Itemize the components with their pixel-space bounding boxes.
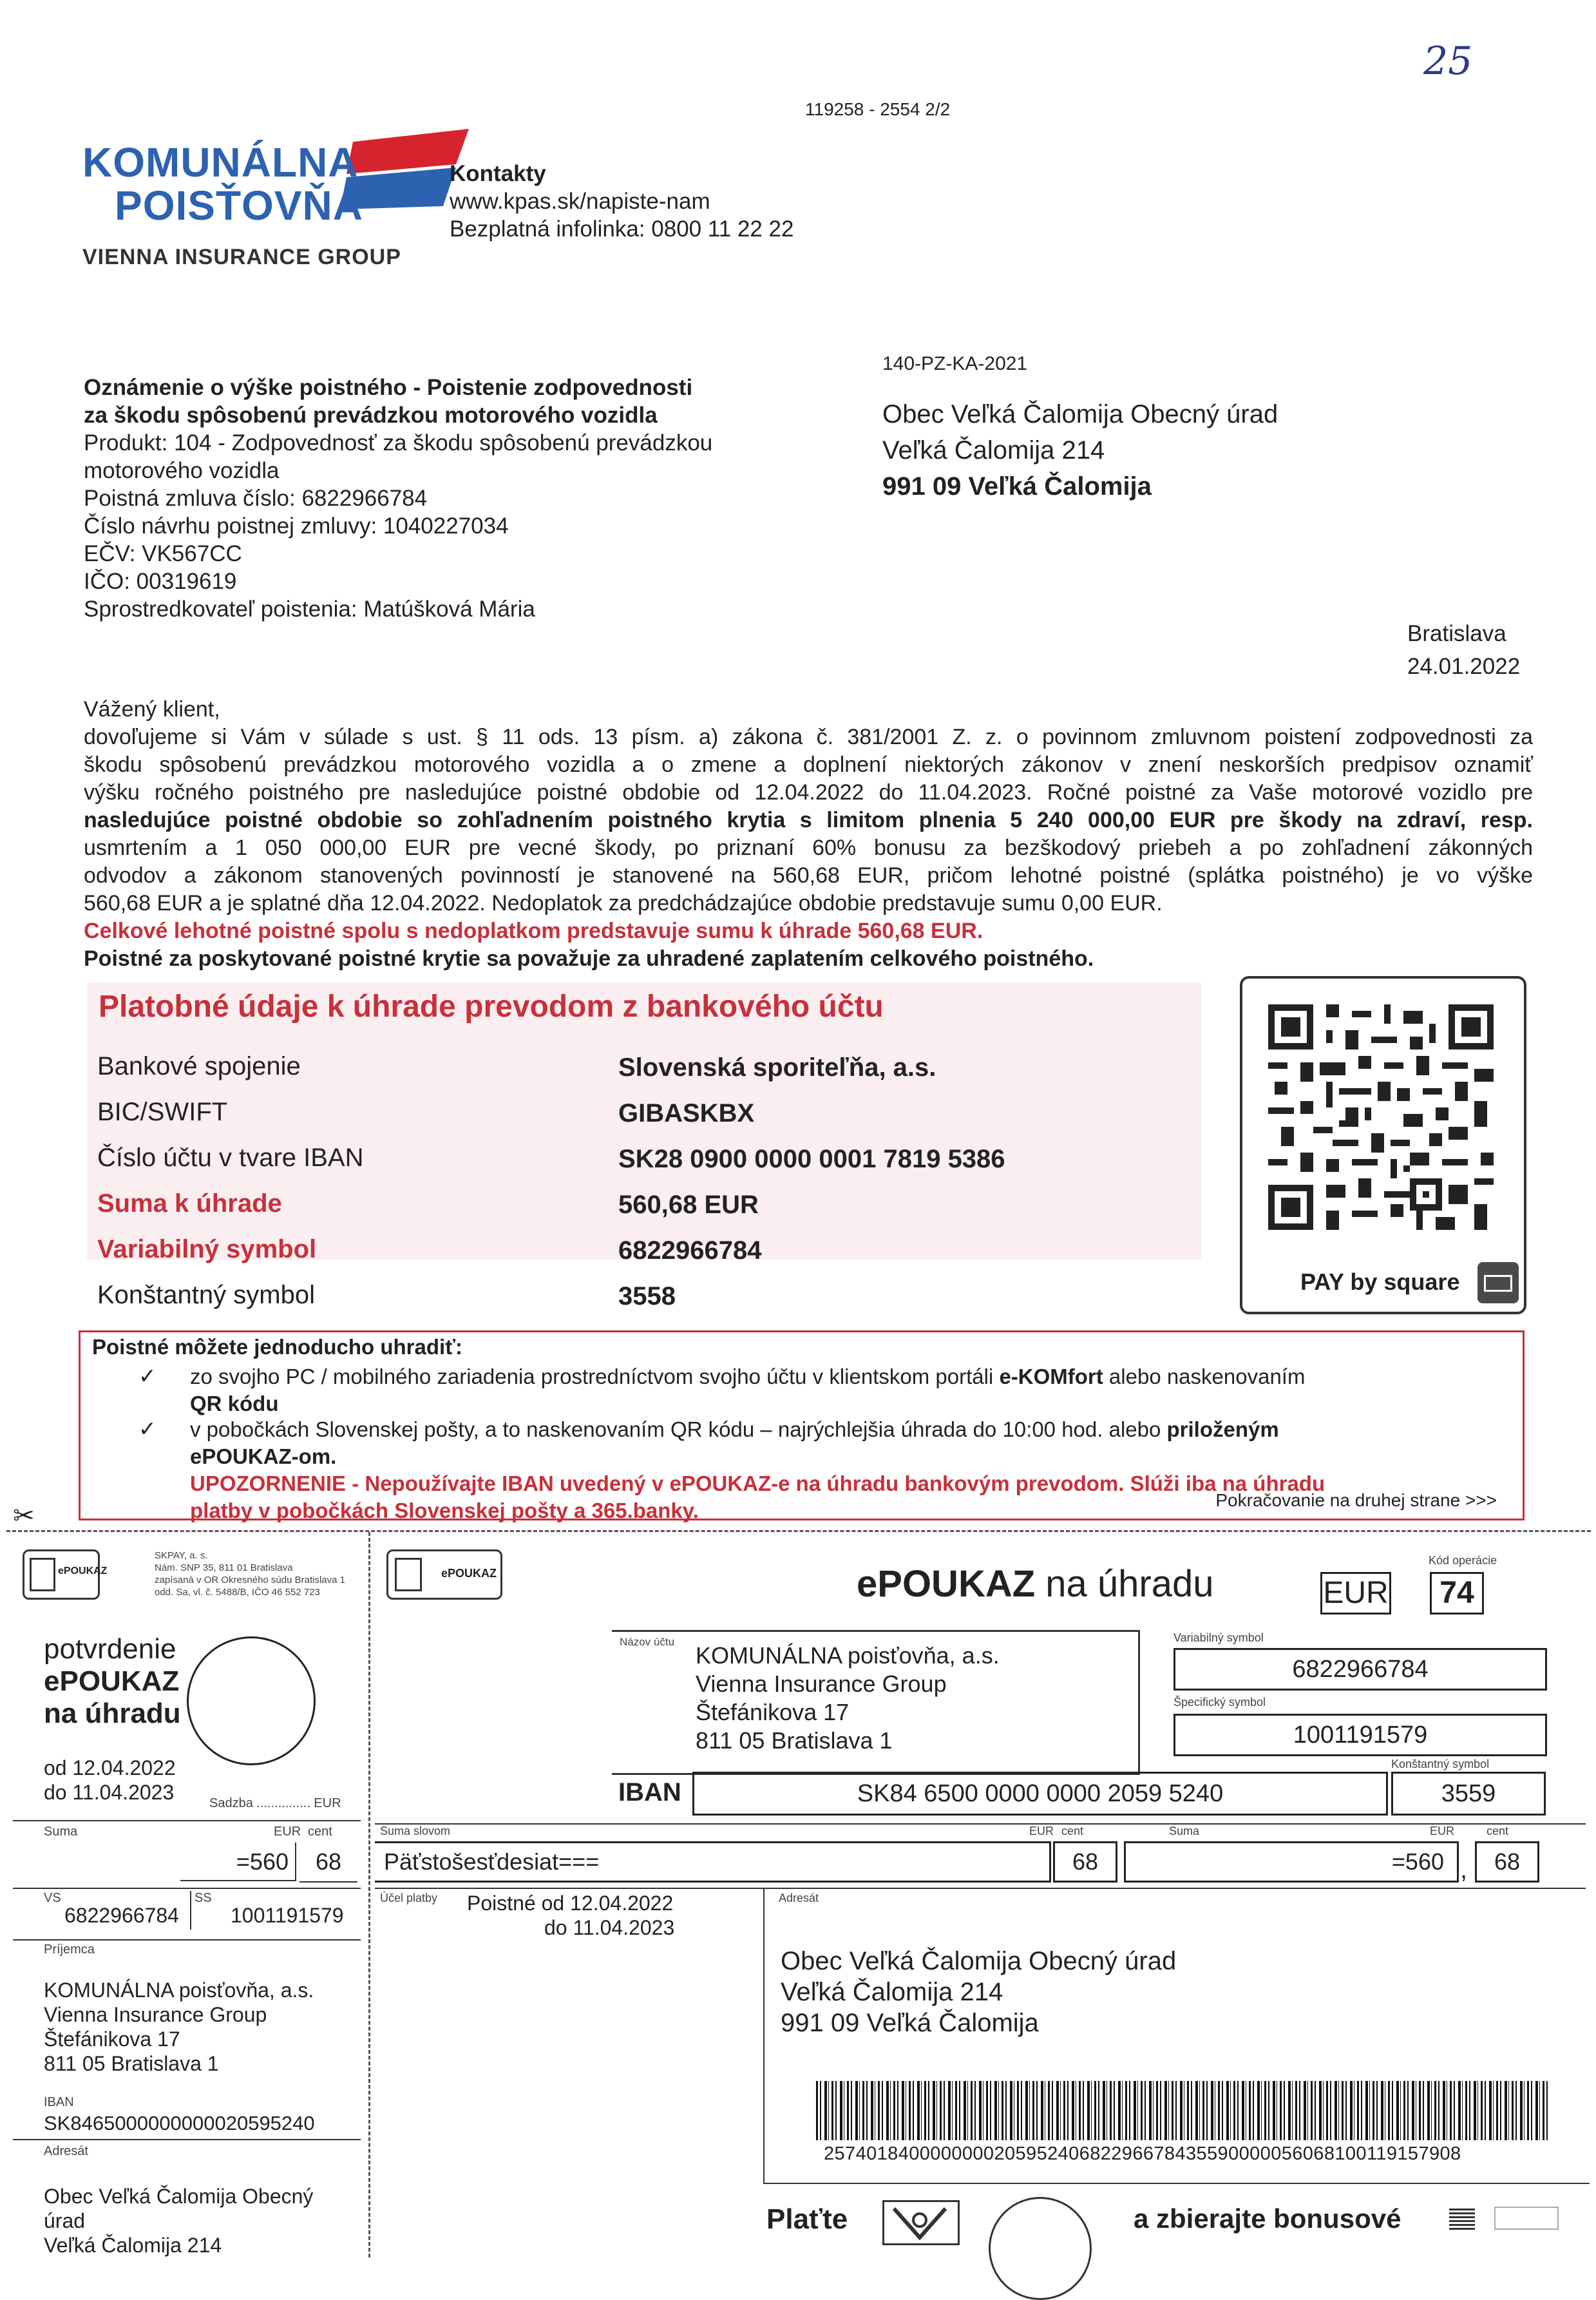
- payment-heading: Platobné údaje k úhrade prevodom z bankového účtu: [99, 990, 884, 1024]
- currency-box: EUR: [1320, 1572, 1391, 1615]
- footer-mini-qr-icon: [1449, 2207, 1475, 2230]
- stub-payee: KOMUNÁLNA poisťovňa, a.s. Vienna Insurance Group Štefánikova 17 811 05 Bratislava 1: [44, 1979, 314, 2075]
- warning-label: UPOZORNENIE: [190, 1471, 347, 1495]
- instruction-item-1: zo svojho PC / mobilného zariadenia prostredníctvom svojho účtu v klientskom portáli e-KOMfort alebo naskenovaním QR kódu: [190, 1365, 1306, 1415]
- contacts-block: [450, 160, 794, 243]
- body-line: 560,68 EUR a je splatné dňa 12.04.2022. Nedoplatok za predchádzajúce obdobie predstavuje sumu 0,00 EUR.: [84, 891, 1163, 915]
- body-line: dovoľujeme si Vám v súlade s ust. § 11 ods. 13 písm. a) zákona č. 381/2001 Z. z. o povinnom zmluvnom poistení zodpovednosti za: [84, 725, 1533, 749]
- purpose-label: Účel platby: [380, 1892, 438, 1904]
- coupon-rule: [375, 1823, 1586, 1825]
- label-vs: Variabilný symbol: [97, 1235, 317, 1263]
- stub-iban-label: IBAN: [44, 2095, 74, 2109]
- amount-words-field[interactable]: Päťstošesťdesiat===: [375, 1841, 1051, 1883]
- contacts-phone: Bezplatná infolinka: 0800 11 22 22: [450, 216, 794, 242]
- value-vs: 6822966784: [618, 1236, 762, 1265]
- account-name: KOMUNÁLNA poisťovňa, a.s. Vienna Insurance Group Štefánikova 17 811 05 Bratislava 1: [696, 1642, 1000, 1754]
- stub-vs-label: VS: [44, 1891, 61, 1905]
- pay-by-square-frame: [1240, 976, 1526, 1314]
- stub-vs: 6822966784: [64, 1904, 179, 1927]
- logo-line2: POISŤOVŇA: [115, 182, 363, 229]
- qr-code-icon[interactable]: [1262, 998, 1500, 1236]
- body-line: výšku ročného poistného pre nasledujúce poistné obdobie od 12.04.2022 do 11.04.2023. Ročné poistné za Vaše motorové vozidlo pre: [84, 780, 1533, 805]
- value-bank: Slovenská sporiteľňa, a.s.: [618, 1053, 936, 1082]
- check-icon: ✓: [138, 1364, 157, 1388]
- info-line: EČV: VK567CC: [84, 541, 242, 566]
- eur-label-2: EUR: [1430, 1825, 1455, 1837]
- stub-ss: 1001191579: [231, 1904, 344, 1927]
- info-line: motorového vozidla: [84, 458, 280, 483]
- epoukaz-logo-icon: ePOUKAZ: [23, 1549, 100, 1600]
- amount-separator: ,: [1460, 1855, 1468, 1884]
- cut-line: [6, 1530, 1591, 1532]
- ss-main-label: Špecifický symbol: [1173, 1696, 1266, 1709]
- stub-rule: [13, 1939, 361, 1941]
- address-reference: 140-PZ-KA-2021: [882, 353, 1028, 374]
- payment-instructions: [79, 1330, 1525, 1520]
- recipient-address: [882, 396, 1278, 504]
- barcode-number: 257401840000000020595240682296678435590000056068100119157908: [824, 2143, 1461, 2164]
- operation-code-label: Kód operácie: [1429, 1554, 1497, 1567]
- document-reference: 119258 - 2554 2/2: [805, 99, 951, 119]
- sadzba: Sadzba ............... EUR: [209, 1796, 341, 1810]
- place: Bratislava: [1407, 621, 1506, 646]
- variable-symbol-field[interactable]: 6822966784: [1173, 1648, 1547, 1691]
- constant-symbol-field[interactable]: 3559: [1391, 1772, 1546, 1816]
- body-line: usmrtením a 1 050 000,00 EUR pre vecné škody, po priznaní 60% bonusu za bezškodový priebeh a po zohľadnení zákonných: [84, 836, 1533, 860]
- amount-label: Suma: [1169, 1825, 1200, 1837]
- recipient-line1: Obec Veľká Čalomija Obecný úrad: [882, 400, 1278, 428]
- stub-title: potvrdenie ePOUKAZ na úhradu: [44, 1633, 181, 1729]
- label-ks: Konštantný symbol: [97, 1281, 315, 1309]
- value-ks: 3558: [618, 1282, 676, 1310]
- payment-purpose: Poistné od 12.04.2022 do 11.04.2023: [467, 1892, 675, 1939]
- stub-addressee-label: Adresát: [44, 2144, 88, 2158]
- payment-labels: [97, 1044, 363, 1318]
- value-amount: 560,68 EUR: [618, 1191, 759, 1219]
- addressee-box: Adresát Obec Veľká Čalomija Obecný úrad Veľká Čalomija 214 991 09 Veľká Čalomija 257401840000000020595240682296678435590000056068100119157908: [763, 1888, 1590, 2184]
- payment-details: [87, 982, 1201, 1310]
- warning-text: - Nepoužívajte IBAN uvedený v ePOUKAZ-e na úhradu bankovým prevodom. Slúži iba na úhradu: [346, 1471, 1325, 1495]
- epoukaz-main-logo-icon: ePOUKAZ: [386, 1549, 502, 1600]
- cent-label: cent: [1061, 1825, 1084, 1837]
- account-name-box: Názov účtu KOMUNÁLNA poisťovňa, a.s. Vienna Insurance Group Štefánikova 17 811 05 Bratislava 1: [612, 1630, 1140, 1775]
- info-line: Poistná zmluva číslo: 6822966784: [84, 486, 428, 511]
- footer-circle: [989, 2197, 1092, 2300]
- greeting: Vážený klient,: [84, 697, 220, 722]
- body-line: škodu spôsobenú prevádzkou motorového vozidla a o zmene a doplnení niektorých zákonov v znení neskorších predpisov oznamiť: [84, 752, 1533, 777]
- coupon-title: ePOUKAZ na úhradu: [857, 1563, 1214, 1605]
- stub-addressee: Obec Veľká Čalomija Obecný úrad Veľká Čalomija 214: [44, 2185, 314, 2257]
- contacts-web-link[interactable]: www.kpas.sk/napiste-nam: [450, 189, 710, 214]
- check-icon: ✓: [138, 1417, 157, 1441]
- stub-cent-label: cent: [308, 1825, 332, 1839]
- stub-rule: [13, 1888, 361, 1889]
- addressee: Obec Veľká Čalomija Obecný úrad Veľká Čalomija 214 991 09 Veľká Čalomija: [781, 1947, 1177, 2037]
- specific-symbol-field[interactable]: 1001191579: [1173, 1714, 1547, 1756]
- recipient-line2: Veľká Čalomija 214: [882, 436, 1105, 465]
- policy-info: [84, 374, 857, 623]
- label-bank: Bankové spojenie: [97, 1052, 301, 1080]
- letter-body: [84, 696, 1533, 973]
- iban-main-label: IBAN: [618, 1778, 681, 1806]
- continue-note: Pokračovanie na druhej strane >>>: [1215, 1490, 1497, 1510]
- post-logo-icon: [882, 2200, 960, 2245]
- place-date: [1407, 620, 1520, 680]
- info-line: IČO: 00319619: [84, 569, 237, 594]
- document-title-line1: Oznámenie o výške poistného - Poistenie zodpovednosti: [84, 375, 693, 400]
- logo-group: VIENNA INSURANCE GROUP: [82, 245, 401, 269]
- footer-bonus: a zbierajte bonusové: [1134, 2203, 1401, 2234]
- label-iban: Číslo účtu v tvare IBAN: [97, 1144, 364, 1172]
- stub-ss-label: SS: [195, 1891, 212, 1905]
- body-line: odvodov a zákonom stanovených povinností je stanovené na 560,68 EUR, pričom lehotné poistné (splátka poistného) je vo výške: [84, 863, 1533, 888]
- iban-field[interactable]: SK84 6500 0000 0000 2059 5240: [692, 1772, 1388, 1816]
- ks-label: Konštantný symbol: [1391, 1758, 1490, 1770]
- info-line: Číslo návrhu poistnej zmluvy: 1040227034: [84, 513, 509, 539]
- amount-cent-field[interactable]: 68: [1475, 1841, 1539, 1883]
- logo-line1: KOMUNÁLNA: [82, 139, 359, 186]
- info-line: Produkt: 104 - Zodpovednosť za škodu spôsobenú prevádzkou: [84, 430, 713, 455]
- footer-pay: Plaťte: [766, 2203, 848, 2235]
- warning-text-2: platby v pobočkách Slovenskej pošty a 365.banky.: [190, 1499, 699, 1522]
- handwritten-page-number: 25: [1423, 39, 1473, 84]
- stub-eur-label: EUR: [274, 1825, 301, 1839]
- stub-payee-label: Príjemca: [44, 1942, 95, 1957]
- stamp-circle: [187, 1636, 316, 1765]
- recipient-line3: 991 09 Veľká Čalomija: [882, 472, 1152, 501]
- value-iban: SK28 0900 0000 0001 7819 5386: [618, 1145, 1005, 1173]
- label-amount: Suma k úhrade: [97, 1189, 282, 1218]
- info-line: Sprostredkovateľ poistenia: Matúšková Mária: [84, 597, 535, 622]
- amount-eur-field[interactable]: =560: [1124, 1841, 1459, 1883]
- stub-period: od 12.04.2022 do 11.04.2023: [44, 1756, 176, 1804]
- instruction-item-2: v pobočkách Slovenskej pošty, a to naskenovaním QR kódu – najrýchlejšia úhrada do 10:00 hod. alebo priloženým ePOUKAZ-om. UPOZORNENIE - Nepoužívajte IBAN uvedený v ePOUKAZ-e na úhradu bankovým prevodom. Slúži iba na úhradu platby v pobočkách Slovenskej pošty a 365.banky.: [190, 1417, 1325, 1522]
- company-logo: [82, 129, 417, 277]
- paid-line: Poistné za poskytované poistné krytie sa považuje za uhradené zaplatením celkového poistného.: [84, 946, 1094, 971]
- date: 24.01.2022: [1407, 654, 1521, 679]
- pay-by-square-card-icon: [1477, 1262, 1519, 1303]
- payment-values: [618, 1045, 1005, 1319]
- vs-main-label: Variabilný symbol: [1173, 1631, 1264, 1644]
- stub-amount-cent[interactable]: 68: [299, 1843, 357, 1883]
- total-due-line: Celkové lehotné poistné spolu s nedoplatkom predstavuje sumu k úhrade 560,68 EUR.: [84, 919, 983, 943]
- body-line: nasledujúce poistné obdobie so zohľadnením poistného krytia s limitom plnenia 5 240 000,00 EUR pre škody na zdraví, resp.: [84, 808, 1533, 832]
- issuer-info: SKPAY, a. s. Nám. SNP 35, 811 01 Bratislava zapísaná v OR Okresného súdu Bratislava 1 odd. Sa, vl. č. 5488/B, IČO 46 552 723: [155, 1550, 345, 1598]
- pay-by-square-label: PAY by square: [1300, 1269, 1460, 1295]
- amount-words-cent[interactable]: 68: [1053, 1841, 1117, 1883]
- stub-divider: [368, 1532, 370, 2257]
- scissors-icon: ✂: [13, 1502, 35, 1530]
- stub-divider-vs: [190, 1891, 191, 1930]
- footer-badge-icon: [1494, 2207, 1559, 2230]
- stub-rule: [13, 2139, 361, 2140]
- ekomfort-link[interactable]: e-KOMfort: [999, 1365, 1103, 1388]
- barcode-icon: [816, 2081, 1550, 2140]
- amount-words-label: Suma slovom: [380, 1825, 451, 1837]
- operation-code: 74: [1430, 1572, 1484, 1615]
- stub-rule: [13, 1820, 361, 1821]
- document-title-line2: za škodu spôsobenú prevádzkou motorového vozidla: [84, 403, 658, 428]
- label-bic: BIC/SWIFT: [97, 1098, 228, 1126]
- eur-label: EUR: [1029, 1825, 1054, 1837]
- cent-label-2: cent: [1487, 1825, 1509, 1837]
- stub-iban: SK8465000000000020595240: [44, 2112, 315, 2134]
- stub-suma-label: Suma: [44, 1825, 78, 1839]
- contacts-title: Kontakty: [450, 161, 546, 186]
- instructions-title: Poistné môžete jednoducho uhradiť:: [92, 1335, 463, 1359]
- value-bic: GIBASKBX: [618, 1099, 755, 1127]
- stub-amount-eur[interactable]: =560: [180, 1843, 296, 1881]
